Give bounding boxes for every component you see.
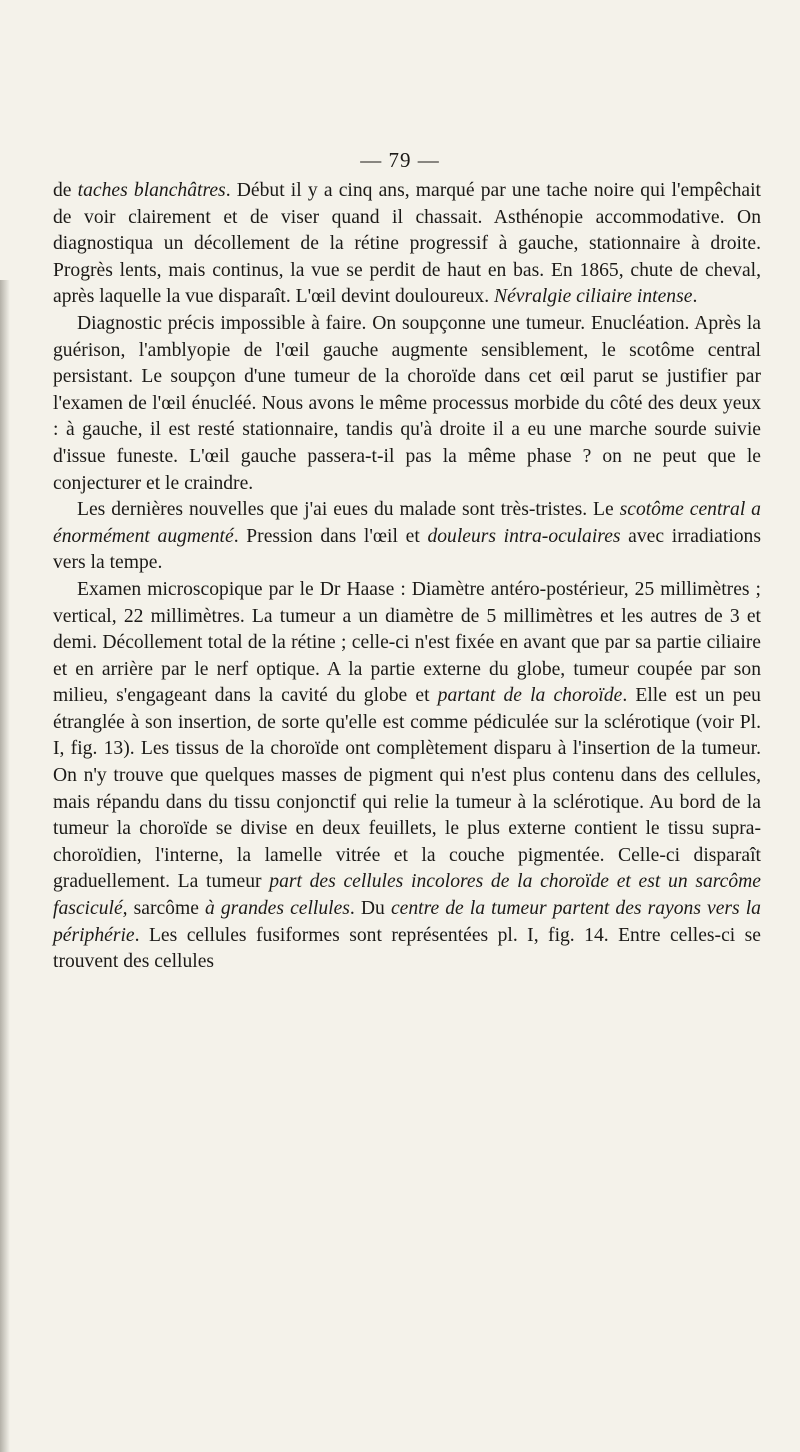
text-span: . Début il y a cinq ans, marqué par une tache noire qui l'empêchait de voir clairement et de viser quand il chassait. Asthénopie accommodative. On diagnostiqua un décollement de la rétine progressif à gauche, stationnaire à droite. Progrès lents, mais continus, la vue se perdit de haut en bas. En 1865, chute de cheval, après laquelle la vue disparaît. L'œil devint douloureux. [53,180,761,308]
text-span: Diagnostic précis impossible à faire. On soupçonne une tumeur. Enucléation. Après la guérison, l'amblyopie de l'œil gauche augmente sensiblement, le scotôme central persistant. Le soupçon d'une tumeur de la choroïde dans cet œil parut se justifier par l'examen de l'œil énucléé. Nous avons le même processus morbide du côté des deux yeux : à gauche, il est resté stationnaire, tandis qu'à droite il a eu une marche sourde suivie d'issue funeste. L'œil gauche passera-t-il pas la même phase ? on ne peut que le conjecturer et le craindre. [53,312,761,494]
text-span: avec irradiations vers la tempe. [53,525,761,574]
paragraph-3 [53,497,761,577]
italic-span: part des cellules incolores de la choroïde et est un sarcôme fasciculé, [53,871,761,920]
text-span: . [692,286,698,308]
text-span: . Du [349,898,391,920]
italic-span: Névralgie ciliaire intense [494,286,693,308]
italic-span: scotôme central a énormément augmenté [53,499,761,547]
page-number: — 79 — [360,148,440,172]
body-text [53,178,761,976]
italic-span: taches blanchâtres [77,180,226,201]
paragraph-4 [53,577,761,976]
paragraph-1 [53,178,761,311]
italic-span: douleurs intra-oculaires [427,525,621,547]
text-span: Examen microscopique par le Dr Haase : Diamètre antéro-postérieur, 25 millimètres ; vertical, 22 millimètres. La tumeur a un diamètre de 5 millimètres et les autres de 3 et demi. Décollement total de la rétine ; celle-ci n'est fixée en avant que par sa partie ciliaire et en arrière par le nerf optique. A la partie externe du globe, tumeur coupée par son milieu, s'engageant dans la cavité du globe et [53,578,761,707]
paragraph-2 [53,311,761,497]
italic-span: à grandes cellules [204,898,350,920]
text-span: sarcôme [127,898,205,920]
text-span: . Elle est un peu étranglée à son insertion, de sorte qu'elle est comme pédiculée sur la sclérotique (voir Pl. I, fig. 13). Les tissus de la choroïde ont complètement disparu à l'insertion de la tumeur. On n'y trouve que quelques masses de pigment qui n'est plus contenu dans des cellules, mais répandu dans du tissu conjonctif qui relie la tumeur à la sclérotique. Au bord de la tumeur la choroïde se divise en deux feuillets, le plus externe contient le tissu supra-choroïdien, l'interne, la lamelle vitrée et la couche pigmentée. Celle-ci disparaît graduellement. La tumeur [53,685,761,893]
text-span: . Pression dans l'œil et [233,525,428,547]
text-span: de [53,180,78,201]
italic-span: centre de la tumeur partent des rayons vers la périphérie [53,898,761,946]
italic-span: partant de la choroïde [437,685,623,707]
binding-edge-shadow [0,280,10,1452]
text-span: . Les cellules fusiformes sont représentées pl. I, fig. 14. Entre celles-ci se trouvent des cellules [53,924,761,973]
text-span: Les dernières nouvelles que j'ai eues du malade sont très-tristes. Le [77,499,620,521]
